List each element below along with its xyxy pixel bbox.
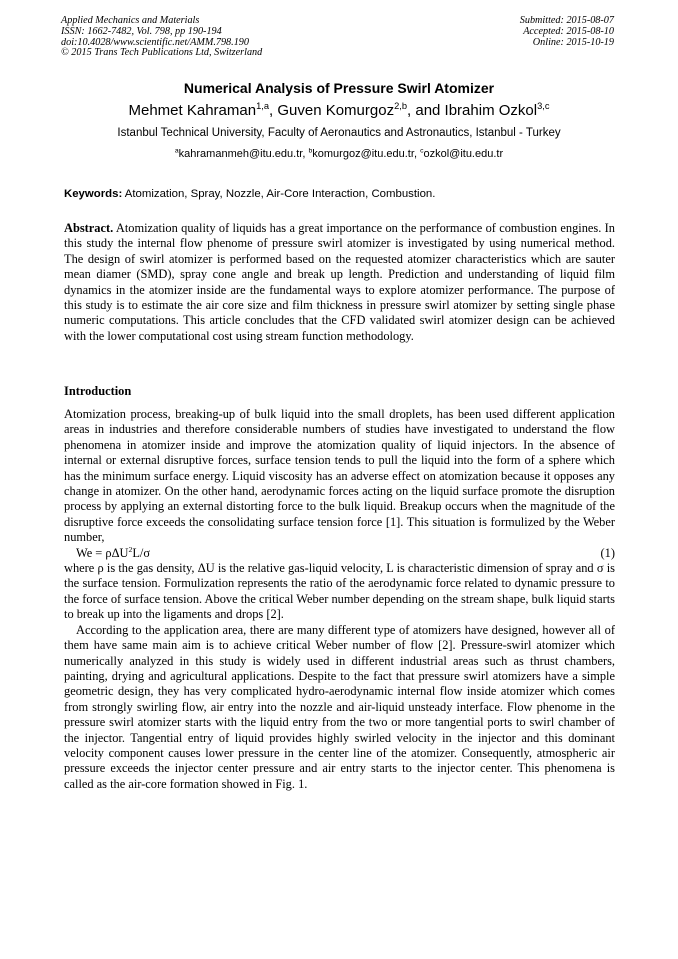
email-address[interactable]: kahramanmeh@itu.edu.tr <box>178 148 303 160</box>
email-separator: , <box>413 148 421 160</box>
accepted-date: Accepted: 2015-08-10 <box>523 25 614 37</box>
author-list <box>40 100 638 122</box>
paragraph: where ρ is the gas density, ΔU is the relative gas-liquid velocity, L is characteristic dimension of spray and σ is the surface tension. Formulization represents the ratio of the aerodynamic force related to dynamic pressure to the force of surface tension. Above the critical Weber number depending on the stream shape, bulk liquid starts to break up into the ligaments and drops [2]. <box>64 561 615 622</box>
introduction-section <box>64 384 615 792</box>
equation-number: (1) <box>600 545 615 560</box>
keywords-label: Keywords: <box>64 188 123 200</box>
title-block <box>40 80 638 162</box>
issn-line: ISSN: 1662-7482, Vol. 798, pp 190-194 <box>61 25 222 37</box>
section-heading: Introduction <box>64 384 132 398</box>
email-sup: a <box>174 147 179 155</box>
author-sup: 1,a <box>256 101 269 111</box>
affiliation: Istanbul Technical University, Faculty of Aeronautics and Astronautics, Istanbul - Turkey <box>117 127 561 139</box>
email-sup: b <box>308 147 313 155</box>
equation-lhs: We = ρΔU <box>76 545 129 560</box>
email-sup: c <box>420 147 424 155</box>
author-separator: , <box>269 102 278 119</box>
author-sup: 2,b <box>394 101 408 111</box>
weber-equation <box>64 546 615 561</box>
journal-name: Applied Mechanics and Materials <box>61 15 200 26</box>
equation-exponent: 2 <box>128 544 133 554</box>
email-list <box>40 146 638 162</box>
doi-line: doi:10.4028/www.scientific.net/AMM.798.190 <box>61 36 249 48</box>
equation-rhs: L/σ <box>132 545 151 560</box>
author-name: Guven Komurgoz <box>277 102 395 119</box>
submission-dates <box>520 16 614 48</box>
abstract <box>64 221 615 344</box>
online-date: Online: 2015-10-19 <box>532 36 614 48</box>
paragraph: According to the application area, there are many different type of atomizers have designed, however all of them have same main aim is to achieve critical Weber number of flow [2]. Pressure-swirl atomizer which numerically analyzed in this study is widely used in different industrial areas such as thrust chambers, painting, drying and agricultural applications. Despite to the fact that pressure swirl atomizers have a simple geometric design, they has very complicated hydro-aerodynamic internal flow inside atomizer which comes from strongly swirling flow, air entry into the nozzle and air-liquid unsteady interface. Flow phenome in the pressure swirl atomizer starts with the liquid entry from the two or more tangential ports to swirl chamber of the injector. Tangential entry of liquid provides highly swirled velocity in the injector and this dominant velocity component causes lower pressure in the center line of the atomizer. Consequently, atmospheric air pressure exceeds the injector center pressure and air entry starts to the injector center. This phenomena is called as the air-core formation showed in Fig. 1. <box>64 622 615 791</box>
abstract-text: Atomization quality of liquids has a great importance on the performance of combustion engines. In this study the internal flow phenome of pressure swirl atomizer is investigated by using numerical method. The design of swirl atomizer is performed based on the requested atomizer characteristics which are sauter mean diamer (SMD), spray cone angle and break up length. Prediction and understanding of liquid film dynamics in the atomizer inside are the fundamental ways to explore atomizer performance. The purpose of this study is to estimate the air core size and film thickness in pressure swirl atomizer by setting single phase numeric computations. This article concludes that the CFD validated swirl atomizer design can be achieved with the lower computational cost using stream function methodology. <box>64 221 615 343</box>
email-address[interactable]: komurgoz@itu.edu.tr <box>312 148 414 160</box>
copyright-line: © 2015 Trans Tech Publications Ltd, Switzerland <box>61 47 263 59</box>
email-address[interactable]: ozkol@itu.edu.tr <box>423 148 504 160</box>
journal-info <box>61 16 262 59</box>
paper-title: Numerical Analysis of Pressure Swirl Atomizer <box>183 80 495 96</box>
equation-body <box>76 546 150 561</box>
author-separator: , and <box>407 102 445 119</box>
paragraph: Atomization process, breaking-up of bulk liquid into the small droplets, has been used different application areas in industries and therefore considerable numbers of studies have investigated to understand the flow phenomena in atomizer inside and improve the atomization quality of liquid injectors. In the absence of internal or external disruptive forces, surface tension tends to pull the liquid into the form of a sphere which has the minimum surface energy. Liquid viscosity has an adverse effect on atomization because it opposes any change in atomizer. On the other hand, aerodynamic forces acting on the liquid surface promote the disruption process by applying an external distorting force to the bulk liquid. Breakup occurs when the magnitude of the disruptive force exceeds the consolidating surface tension force [1]. This situation is formulized by the Weber number, <box>64 407 615 545</box>
keywords <box>64 187 616 201</box>
submitted-date: Submitted: 2015-08-07 <box>519 15 614 26</box>
author-sup: 3,c <box>537 101 550 111</box>
author-name: Mehmet Kahraman <box>128 102 257 119</box>
email-separator: , <box>302 148 309 160</box>
author-name: Ibrahim Ozkol <box>444 102 538 119</box>
keywords-text: Atomization, Spray, Nozzle, Air-Core Interaction, Combustion. <box>122 188 436 200</box>
abstract-label: Abstract. <box>64 221 114 235</box>
